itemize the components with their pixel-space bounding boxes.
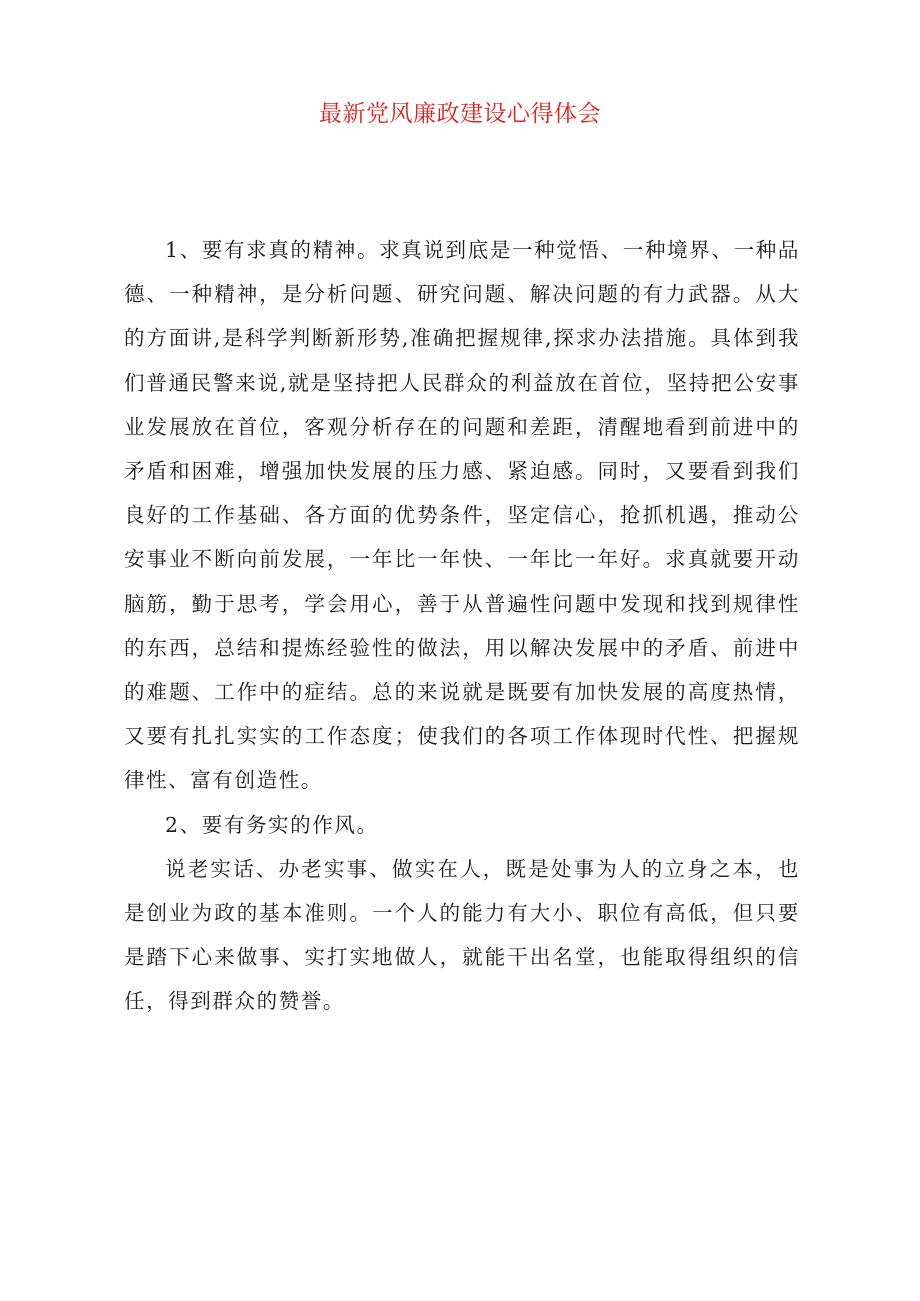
paragraph-honest-conduct: 说老实话、办老实事、做实在人，既是处事为人的立身之本，也是创业为政的基本准则。一个人的能力有大小、职位有高低，但只要是踏下心来做事、实打实地做人，就能干出名堂，也能取得组织的信任，得到群众的赞誉。	[124, 856, 800, 1014]
paragraph-seeking-truth: 1、要有求真的精神。求真说到底是一种觉悟、一种境界、一种品德、一种精神，是分析问题、研究问题、解决问题的有力武器。从大的方面讲,是科学判断新形势,准确把握规律,探求办法措施。具体到我们普通民警来说,就是坚持把人民群众的利益放在首位，坚持把公安事业发展放在首位，客观分析存在的问题和差距，清醒地看到前进中的矛盾和困难，增强加快发展的压力感、紧迫感。同时，又要看到我们良好的工作基础、各方面的优势条件，坚定信心，抢抓机遇，推动公安事业不断向前发展，一年比一年快、一年比一年好。求真就要开动脑筋，勤于思考，学会用心，善于从普遍性问题中发现和找到规律性的东西，总结和提炼经验性的做法，用以解决发展中的矛盾、前进中的难题、工作中的症结。总的来说就是既要有加快发展的高度热情，又要有扎扎实实的工作态度；使我们的各项工作体现时代性、把握规律性、富有创造性。	[124, 238, 800, 793]
document-body	[124, 228, 800, 1024]
document-title: 最新党风廉政建设心得体会	[319, 101, 601, 127]
paragraph-pragmatic-style-heading: 2、要有务实的作风。	[165, 812, 379, 837]
